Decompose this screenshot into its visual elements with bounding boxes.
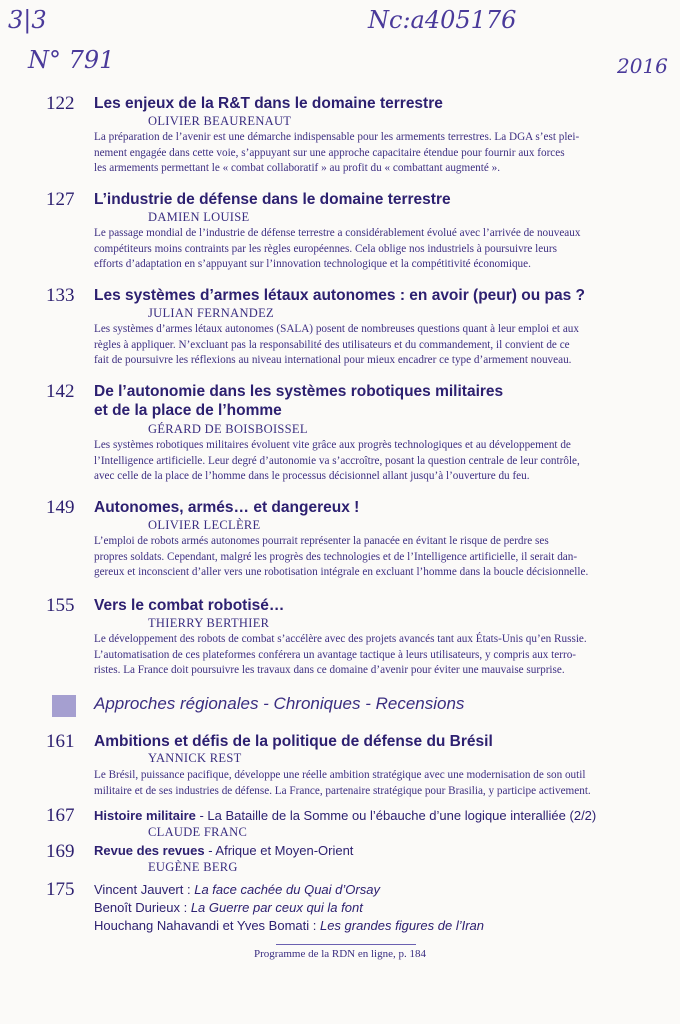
article-author: EUGÈNE BERG (148, 860, 238, 874)
review-item: Vincent Jauvert : La face cachée du Quai d’Orsay (94, 882, 380, 897)
footer-divider (276, 944, 416, 945)
page-number: 161 (46, 731, 75, 752)
section-heading (52, 694, 672, 720)
page-number: 155 (46, 595, 75, 616)
article-title: Autonomes, armés… et dangereux ! (94, 499, 360, 516)
article-summary: Le passage mondial de l’industrie de défense terrestre a considérablement évolué avec l’arrivée de nouveaux compétiteurs moins contraints par les règles européennes. Cela oblige nos industriels à poursuivre leurs efforts d’adaptation en s’appuyant sur l’innovation technologique et la compétitivité économique. (94, 227, 581, 271)
review-item: Houchang Nahavandi et Yves Bomati : Les grandes figures de l’Iran (94, 918, 485, 933)
review-item: Benoît Durieux : La Guerre par ceux qui la font (94, 900, 363, 915)
section-label: Approches régionales - Chroniques - Recensions (94, 694, 465, 713)
article-summary: Le Brésil, puissance pacifique, développe une réelle ambition stratégique avec une modernisation de son outil militaire et de ses industries de défense. La France, partenaire stratégique pour Brasilia, y participe activement. (94, 769, 591, 797)
page-number: 149 (46, 497, 75, 518)
section-marker-square (52, 695, 76, 717)
page-number: 133 (46, 285, 75, 306)
article-author: JULIAN FERNANDEZ (148, 306, 274, 320)
article-title: Ambitions et défis de la politique de défense du Brésil (94, 733, 493, 750)
article-author: OLIVIER BEAURENAUT (148, 114, 292, 128)
article-summary: Les systèmes robotiques militaires évoluent vite grâce aux progrès technologiques et au développement de l’Intelligence artificielle. Leur degré d’autonomie va s’accroître, posant la question centrale de leur contrôle, avec celle de la place de l’homme dans le processus décisionnel allant jusqu’à l’ouverture du feu. (94, 439, 580, 483)
article-author: DAMIEN LOUISE (148, 210, 250, 224)
article-title: Histoire militaire - La Bataille de la Somme ou l’ébauche d’une logique interalliée (2/2) (94, 808, 597, 823)
article-summary: Les systèmes d’armes létaux autonomes (SALA) posent de nombreuses questions quant à leur emploi et aux règles à appliquer. N’excluant pas la responsabilité des utilisateurs et du commandement, il convient de ce fait de poursuivre les réflexions au niveau international pour mieux encadrer ce type d’armement nouveau. (94, 323, 579, 367)
article-title: Revue des revues - Afrique et Moyen-Orient (94, 843, 354, 858)
page-number: 169 (46, 841, 75, 862)
article-author: YANNICK REST (148, 751, 242, 765)
article-summary: La préparation de l’avenir est une démarche indispensable pour les armements terrestres. La DGA s’est plei- nement engagée dans cette voie, s’appuyant sur une approche capacitaire étendue pour fournir aux forces les armements permettant le « combat collaboratif » au profit du « combattant augmenté ». (94, 131, 580, 175)
handwritten-year: 2016 (617, 54, 668, 78)
page-number: 167 (46, 805, 75, 826)
page-number: 127 (46, 189, 75, 210)
article-summary: L’emploi de robots armés autonomes pourrait représenter la panacée en évitant le risque de perdre ses propres soldats. Cependant, malgré les progrès des technologies et de l’Intelligence artificielle, il serait dan- gereux et inconscient d’aller vers une robotisation intégrale en excluant l’homme dans la boucle décisionnelle. (94, 535, 589, 579)
article-title: Vers le combat robotisé… (94, 597, 285, 614)
article-author: THIERRY BERTHIER (148, 616, 270, 630)
article-title: Les systèmes d’armes létaux autonomes : en avoir (peur) ou pas ? (94, 287, 585, 304)
handwritten-reference: Nc:a405176 (368, 6, 517, 34)
footer-note: Programme de la RDN en ligne, p. 184 (254, 948, 426, 960)
page-number: 175 (46, 879, 75, 900)
page-number: 122 (46, 93, 75, 114)
article-author: OLIVIER LECLÈRE (148, 518, 261, 532)
article-title: Les enjeux de la R&T dans le domaine terrestre (94, 95, 443, 112)
article-author: GÉRARD DE BOISBOISSEL (148, 422, 308, 436)
handwritten-issue-number: N° 791 (28, 46, 115, 74)
page-number: 142 (46, 381, 75, 402)
article-summary: Le développement des robots de combat s’accélère avec des projets avancés tant aux États-Unis qu’en Russie. L’automatisation de ces plateformes conférera un avantage tactique à leurs utilisateurs, y compris aux terro- ristes. La France doit poursuivre les travaux dans ce domaine d’avenir pour éviter une mauvaise surprise. (94, 633, 587, 677)
article-author: CLAUDE FRANC (148, 825, 248, 839)
article-title: De l’autonomie dans les systèmes robotiques militaires et de la place de l’homme (94, 383, 504, 419)
handwritten-fraction: 3|3 (8, 6, 47, 34)
article-title: L’industrie de défense dans le domaine terrestre (94, 191, 451, 208)
